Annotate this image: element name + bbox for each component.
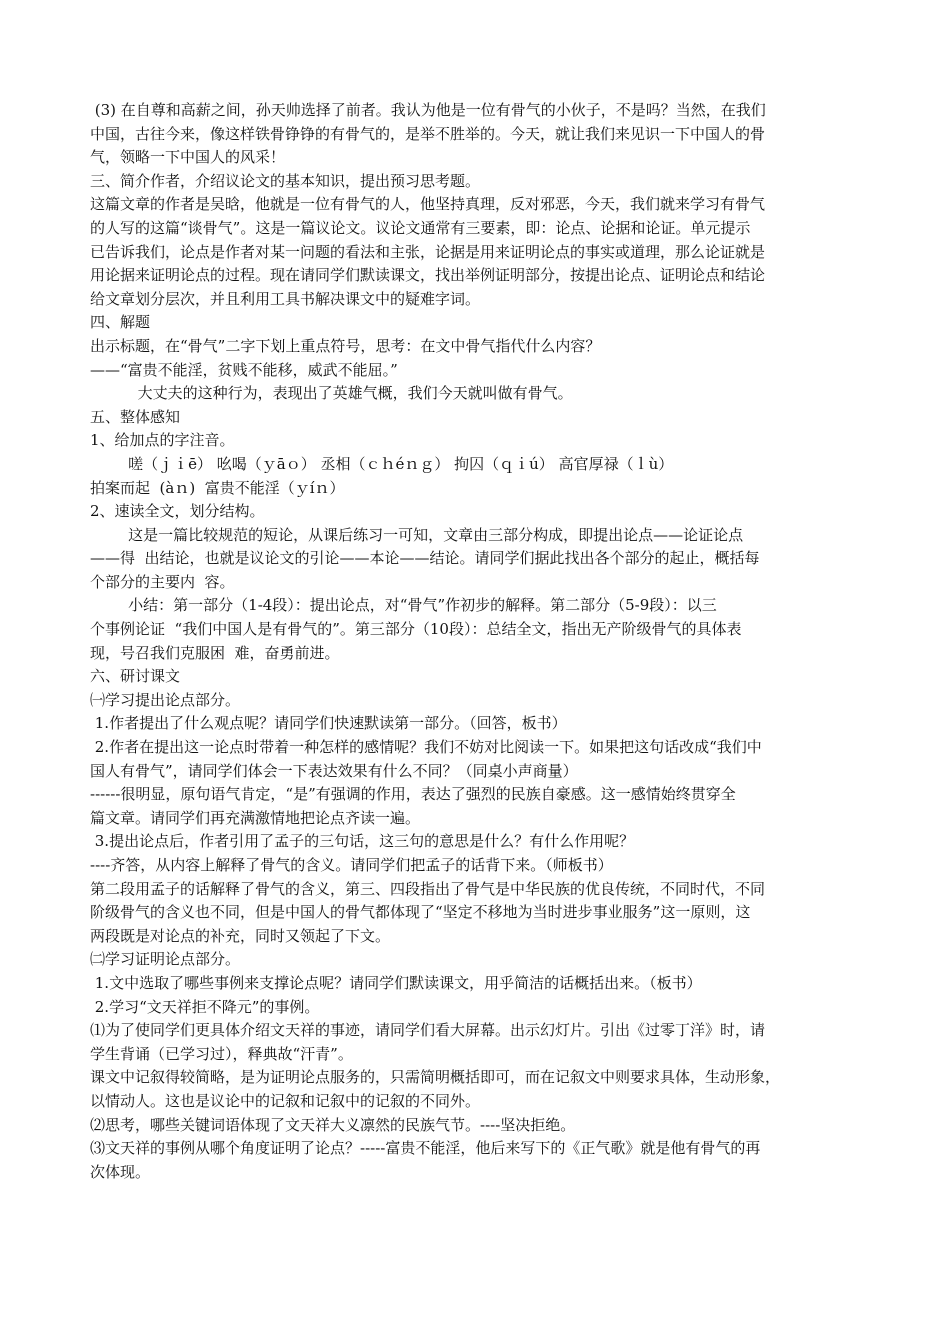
text-line: ㈠学习提出论点部分。 bbox=[90, 690, 241, 709]
text-line: 1.作者提出了什么观点呢？请同学们快速默读第一部分。（回答，板书） bbox=[90, 714, 567, 733]
text-line: ——“富贵不能淫，贫贱不能移，威武不能屈。” bbox=[90, 360, 398, 379]
text-line: 1.文中选取了哪些事例来支撑论点呢？请同学们默读课文，用乎简洁的话概括出来。（板书） bbox=[90, 973, 702, 992]
text-line: 拍案而起 (àｎ) 富贵不能淫（ｙíｎ） bbox=[90, 478, 345, 497]
text-line: 给文章划分层次，并且利用工具书解决课文中的疑难字词。 bbox=[90, 289, 481, 308]
text-line: 出示标题，在“骨气”二字下划上重点符号，思考：在文中骨气指代什么内容？ bbox=[90, 336, 601, 355]
text-line: 1、给加点的字注音。 bbox=[90, 431, 235, 450]
text-line: 的人写的这篇“谈骨气”。这是一篇议论文。议论文通常有三要素，即：论点、论据和论证。单元提示 bbox=[90, 218, 751, 237]
text-line: 嗟（ｊｉē） 吆喝（ｙāｏ） 丞相（ｃｈéｎｇ） 拘囚（ｑｉú） 高官厚禄（ｌù） bbox=[90, 454, 674, 473]
text-line: ------很明显，原句语气肯定，“是”有强调的作用，表达了强烈的民族自豪感。这一感情始终贯穿全 bbox=[90, 785, 736, 804]
text-line: 这篇文章的作者是吴晗，他就是一位有骨气的人，他坚持真理，反对邪恶，今天，我们就来学习有骨气 bbox=[90, 195, 766, 214]
section-heading: 五、整体感知 bbox=[90, 407, 181, 426]
text-line: 3.提出论点后，作者引用了孟子的三句话，这三句的意思是什么？有什么作用呢？ bbox=[90, 832, 635, 851]
text-line: 2.学习“文天祥拒不降元”的事例。 bbox=[90, 997, 320, 1016]
text-line: ——得 出结论，也就是议论文的引论——本论——结论。请同学们据此找出各个部分的起止，概括每 bbox=[90, 549, 760, 568]
text-line: 篇文章。请同学们再充满激情地把论点齐读一遍。 bbox=[90, 808, 421, 827]
section-heading: 三、简介作者，介绍议论文的基本知识，提出预习思考题。 bbox=[90, 171, 481, 190]
section-heading: 四、解题 bbox=[90, 313, 151, 332]
text-line: ⑴为了使同学们更具体介绍文天祥的事迹，请同学们看大屏幕。出示幻灯片。引出《过零丁洋》时，请 bbox=[90, 1021, 766, 1040]
text-line: 用论据来证明论点的过程。现在请同学们默读课文，找出举例证明部分，按提出论点、证明论点和结论 bbox=[90, 266, 766, 285]
text-line: 现，号召我们克服困 难，奋勇前进。 bbox=[90, 643, 340, 662]
text-line: ⑶文天祥的事例从哪个角度证明了论点？-----富贵不能淫，他后来写下的《正气歌》就是他有骨气的再 bbox=[90, 1139, 761, 1158]
text-line: 个事例论证 “我们中国人是有骨气的”。第三部分（10段）：总结全文，指出无产阶级骨气的具体表 bbox=[90, 620, 742, 639]
text-line: ㈡学习证明论点部分。 bbox=[90, 950, 241, 969]
text-line: (3) 在自尊和高薪之间，孙天帅选择了前者。我认为他是一位有骨气的小伙子，不是吗？当然，在我们 bbox=[90, 101, 766, 119]
text-line: 小结：第一部分（1-4段）：提出论点，对“骨气”作初步的解释。第二部分（5-9段）：以三 bbox=[90, 596, 717, 615]
text-line: 以情动人。这也是议论中的记叙和记叙中的记叙的不同外。 bbox=[90, 1091, 481, 1110]
text-line: 2.作者在提出这一论点时带着一种怎样的感情呢？我们不妨对比阅读一下。如果把这句话改成“我们中 bbox=[90, 738, 762, 757]
text-line: 阶级骨气的含义也不同，但是中国人的骨气都体现了“坚定不移地为当时进步事业服务”这一原则，这 bbox=[90, 903, 751, 922]
text-line: 课文中记叙得较简略，是为证明论点服务的，只需简明概括即可，而在记叙文中则要求具体，生动形象， bbox=[90, 1068, 781, 1087]
text-line: 已告诉我们，论点是作者对某一问题的看法和主张，论据是用来证明论点的事实或道理，那么论证就是 bbox=[90, 242, 766, 261]
text-line: ----齐答，从内容上解释了骨气的含义。请同学们把孟子的话背下来。（师板书） bbox=[90, 856, 613, 874]
text-line: 次体现。 bbox=[90, 1162, 151, 1181]
text-line: 这是一篇比较规范的短论，从课后练习一可知，文章由三部分构成，即提出论点——论证论点 bbox=[90, 525, 744, 544]
text-line: ⑵思考，哪些关键词语体现了文天祥大义凛然的民族气节。----坚决拒绝。 bbox=[90, 1115, 576, 1134]
text-line: 第二段用孟子的话解释了骨气的含义，第三、四段指出了骨气是中华民族的优良传统，不同时代，不同 bbox=[90, 879, 766, 898]
text-line: 两段既是对论点的补充，同时又领起了下文。 bbox=[90, 926, 391, 945]
text-line: 学生背诵（已学习过），释典故“汗青”。 bbox=[90, 1044, 353, 1063]
text-line: 个部分的主要内 容。 bbox=[90, 572, 235, 591]
text-line: 国人有骨气”，请同学们体会一下表达效果有什么不同？（同桌小声商量） bbox=[90, 761, 578, 780]
text-line: 2、速读全文，划分结构。 bbox=[90, 502, 265, 521]
text-line: 中国，古往今来，像这样铁骨铮铮的有骨气的，是举不胜举的。今天，就让我们来见识一下中国人的骨 bbox=[90, 124, 766, 143]
text-line: 气，领略一下中国人的风采！ bbox=[90, 148, 286, 167]
text-line: 大丈夫的这种行为，表现出了英雄气概，我们今天就叫做有骨气。 bbox=[90, 384, 573, 403]
section-heading: 六、研讨课文 bbox=[90, 667, 181, 686]
